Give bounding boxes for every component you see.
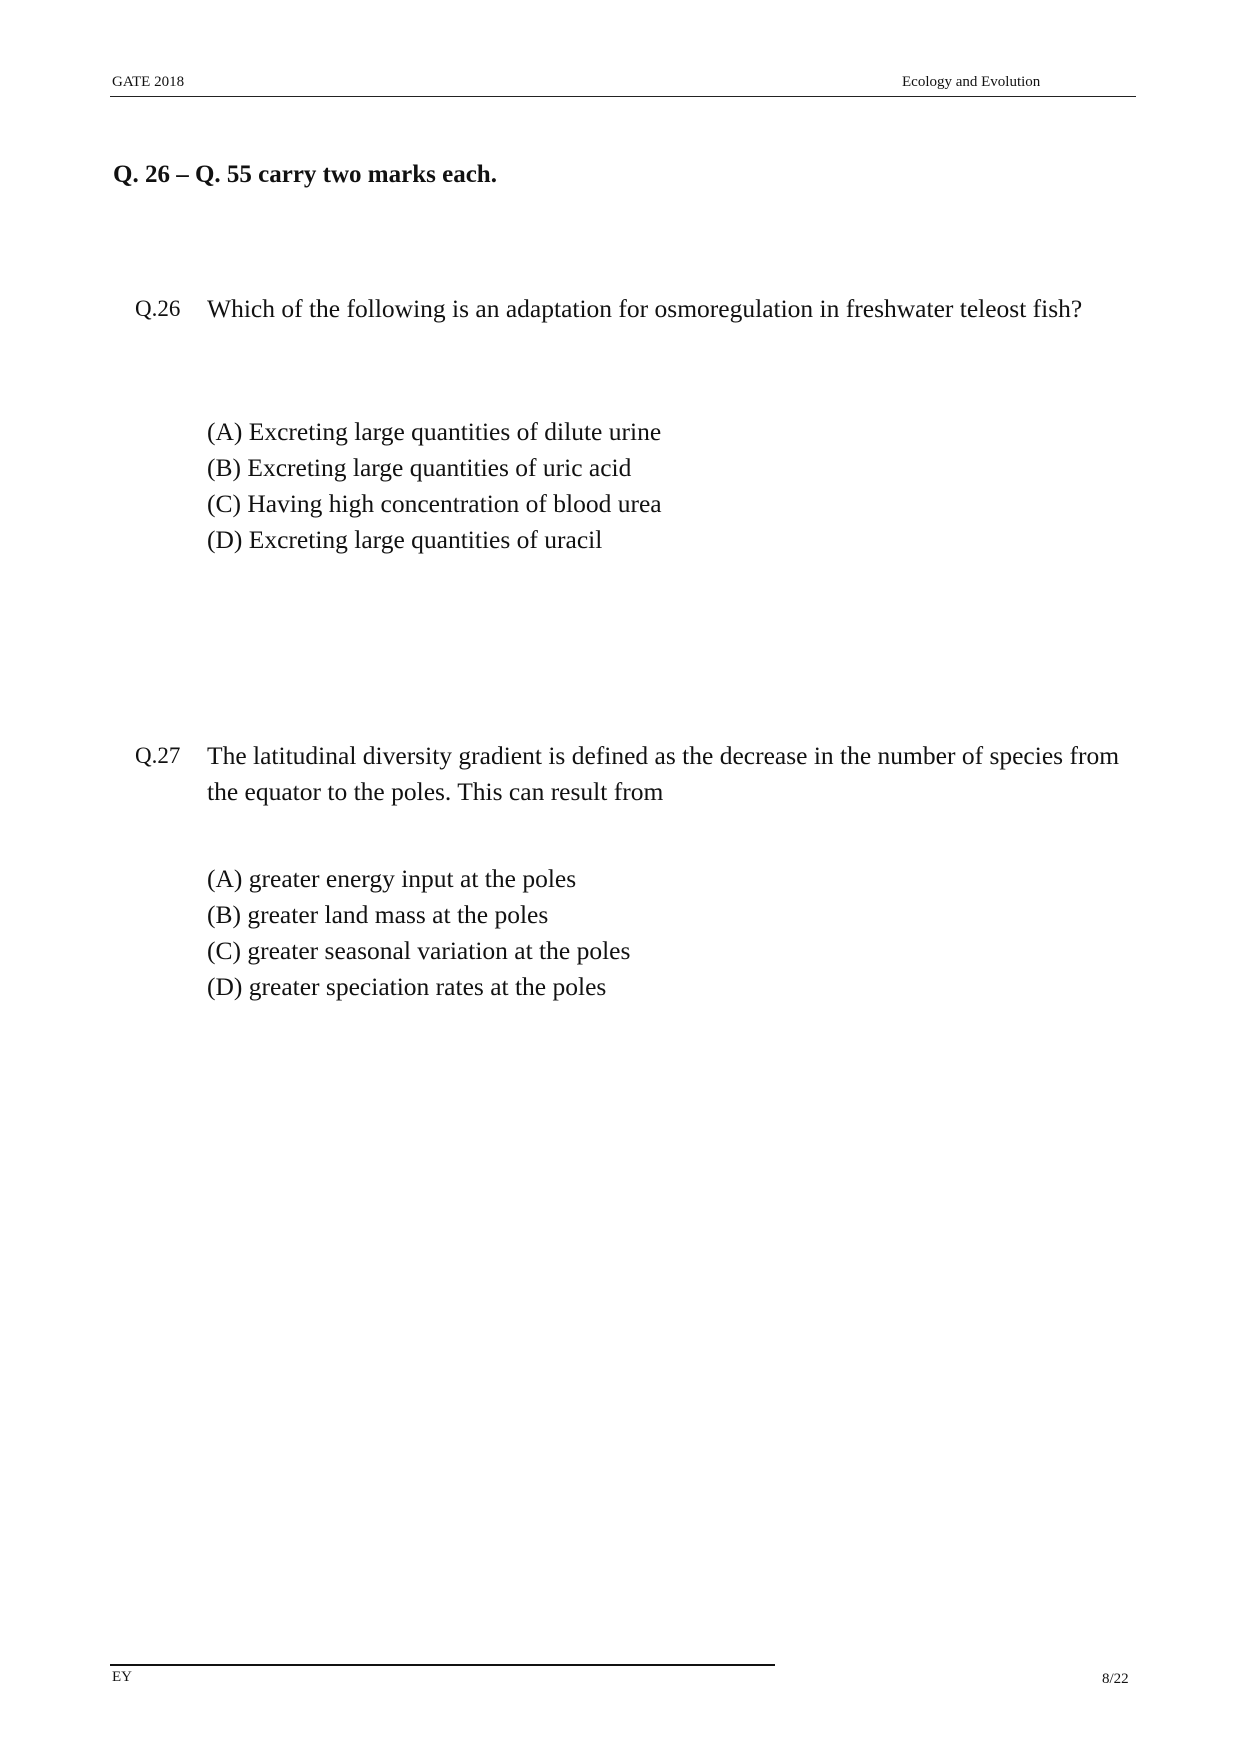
option-d: (D) Excreting large quantities of uracil	[207, 525, 603, 554]
option-b: (B) Excreting large quantities of uric acid	[207, 453, 632, 482]
question-stem: The latitudinal diversity gradient is defined as the decrease in the number of species from the equator to the poles. This can result from	[207, 741, 1120, 806]
option-a: (A) Excreting large quantities of dilute urine	[207, 417, 662, 446]
option-list	[207, 861, 1087, 1005]
option-d: (D) greater speciation rates at the poles	[207, 972, 607, 1001]
question-stem: Which of the following is an adaptation for osmoregulation in freshwater teleost fish?	[207, 294, 1083, 323]
question-number: Q.27	[135, 743, 181, 768]
header-subject: Ecology and Evolution	[902, 74, 1041, 90]
footer-paper-code: EY	[112, 1669, 132, 1685]
option-a: (A) greater energy input at the poles	[207, 864, 577, 893]
section-heading: Q. 26 – Q. 55 carry two marks each.	[113, 161, 497, 188]
footer-divider	[110, 1664, 775, 1666]
option-c: (C) Having high concentration of blood urea	[207, 489, 662, 518]
question-number: Q.26	[135, 296, 181, 321]
header-exam-title: GATE 2018	[112, 74, 185, 90]
option-c: (C) greater seasonal variation at the poles	[207, 936, 631, 965]
header-divider	[110, 96, 1136, 97]
option-list	[207, 414, 1087, 558]
option-b: (B) greater land mass at the poles	[207, 900, 549, 929]
page-number: 8/22	[1102, 1671, 1129, 1687]
